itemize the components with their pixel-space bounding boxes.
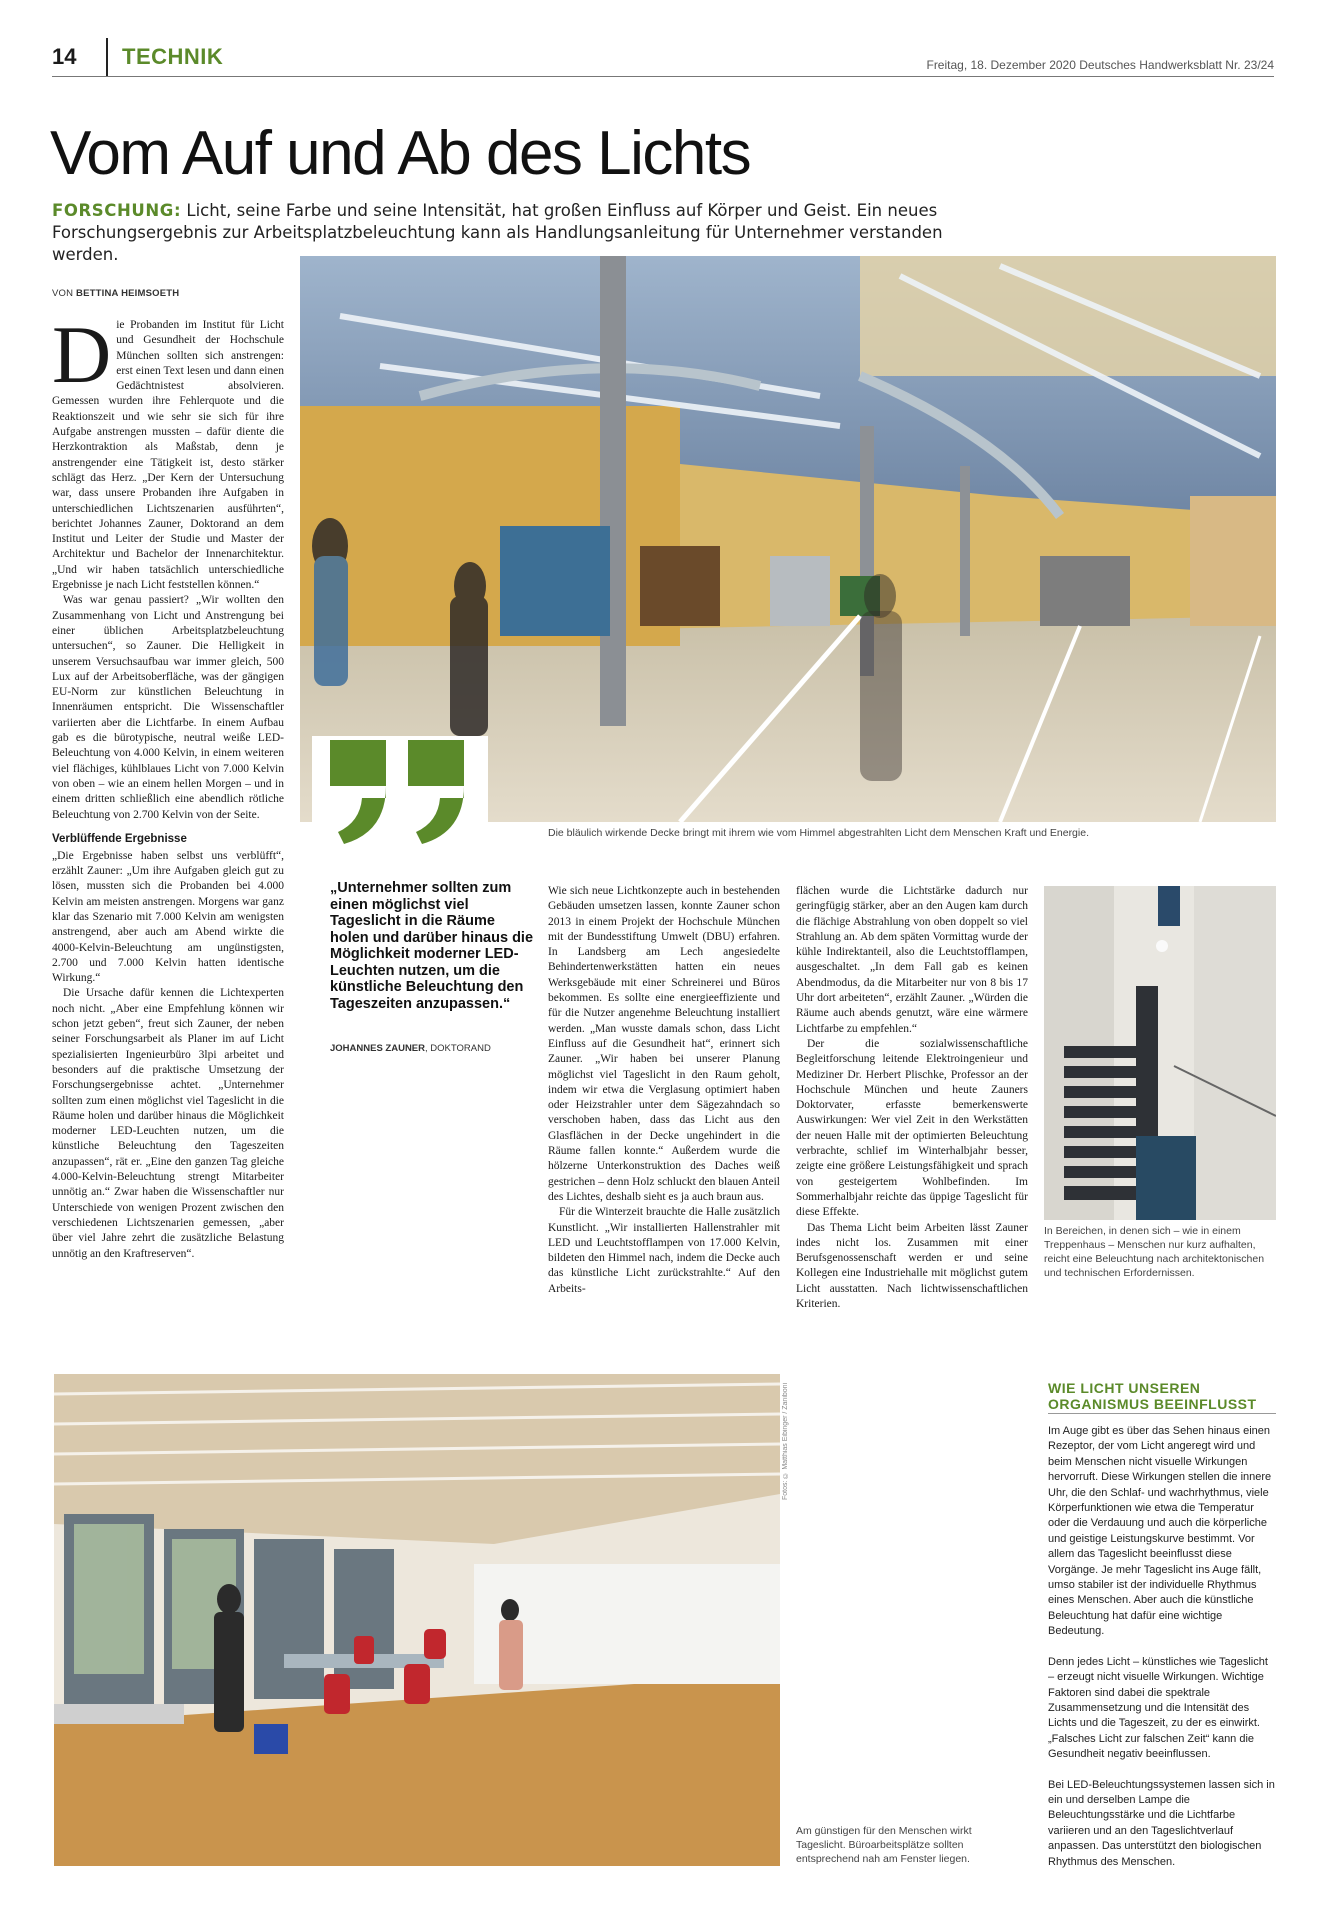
column-3: [548, 884, 780, 1297]
drop-cap: D: [52, 309, 112, 400]
infobox-paragraph: Denn jedes Licht – künstliches wie Tageslicht – erzeugt nicht visuelle Wirkungen. Wichtige Faktoren sind dabei die spektrale Zusammensetzung und die Intensität des Lichts und die Tageszeit, zu der es einwirkt. „Falsches Licht zur falschen Zeit“ kann die Gesundheit negativ beeinflussen.: [1048, 1655, 1268, 1761]
byline-prefix: VON: [52, 288, 77, 299]
quote-author: JOHANNES ZAUNER: [330, 1043, 426, 1054]
paragraph: flächen wurde die Lichtstärke dadurch nur geringfügig stärker, aber an den Augen kam durch die flächige Abstrahlung von oben doppelt so viel Strahlung an. Ab dem späten Vormittag wurde der kühle Indirektanteil, also die Leuchtstofflampen, ausgeschaltet. „In dem Fall gab es keinen Abendmodus, da die Mitarbeiter nur von 8 bis 17 Uhr dort arbeiteten“, erzählt Zauner. „Würden die Räume auch abends genutzt, wäre eine wärmere Lichtfarbe zu empfehlen.“: [796, 885, 1028, 1035]
infobox-rule: [1048, 1413, 1276, 1414]
byline-author: BETTINA HEIMSOETH: [76, 288, 180, 299]
paragraph: „Die Ergebnisse haben selbst uns verblüfft“, erzählt Zauner: „Um ihre Aufgaben gleich gut zu lösen, mussten sich die Probanden bei 4.000 Kelvin am meisten anstrengen. Morgens war ganz klar das Szenario mit 7.000 Kelvin am wenigsten anstrengend, aber auch am Abend wirkte die 4000-Kelvin-Beleuchtung am ungünstigsten, 2.700 und 7.000 Kelvin hatten identische Wirkung.“: [52, 849, 284, 985]
column-4: [796, 884, 1028, 1312]
header-divider: [106, 38, 108, 76]
paragraph: Wie sich neue Lichtkonzepte auch in bestehenden Gebäuden umsetzen lassen, konnte Zauner schon 2013 in einem Projekt der Hochschule München mit der Bundesstiftung Umwelt (DBU) erfahren. In Landsberg am Lech angesiedelte Behindertenwerkstätten hatten ein neues Werksgebäude mit einer Schreinerei und Büros bekommen. Es sollte eine energieeffiziente und für die Nutzer angenehme Beleuchtung installiert werden. „Man wusste damals schon, dass Licht Einfluss auf die Gesundheit hat“, erinnert sich Zauner. „Wir haben bei unserer Planung möglichst viel Tageslicht in den Raum geholt, indem wir etwa die Verglasung optimiert haben oder Heizstrahler unter dem Sägezahndach so verschoben haben, dass das Licht aus den Glasflächen in der Decke ungehindert in die Räume fallen konnte.“ Außerdem wurde die hölzerne Unterkonstruktion des Daches weiß gestrichen – denn Holz schluckt den blauen Anteil des Lichtes, deshalb sieht es ja auch braun aus.: [548, 885, 780, 1203]
stairs-photo: [1044, 886, 1276, 1220]
infobox-title: WIE LICHT UNSEREN ORGANISMUS BEEINFLUSST: [1048, 1380, 1257, 1412]
quote-mark-box: [312, 736, 488, 848]
header-rule: [52, 76, 1274, 77]
quote-mark-icon: [312, 736, 488, 848]
paragraph: Der die sozialwissenschaftliche Begleitforschung leitende Elektroingenieur und Mediziner Dr. Herbert Plischke, Professor an der Hochschule München und heute Zauners Doktorvater, erfasste bemerkenswerte Auswirkungen: Wer viel Zeit in den Werkstätten der neuen Halle mit der optimierten Beleuchtung verbrachte, schlief im Winterhalbjahr besser, zeigte eine größere Leistungsfähigkeit und sprach von gesteigertem Wohlbefinden. Im Sommerhalbjahr reichte das üppige Tageslicht für diese Effekte.: [796, 1037, 1028, 1219]
section-title: TECHNIK: [122, 44, 224, 69]
infobox-body: [1048, 1424, 1276, 1885]
paragraph-text: ie Probanden im Institut für Licht und Gesundheit der Hochschule München sollten sich anstrengen: erst einen Text lesen und dann einen Gedächtnistest absolvieren. Gemessen wurden ihre Fehlerquote und die Reaktionszeit und wie sehr sie sich für ihre Aufgabe anstrengen mussten – dafür diente die Herzkontraktion als Maßstab, denn je anstrengender eine Tätigkeit ist, desto stärker schlägt das Herz. „Der Kern der Untersuchung war, dass unsere Probanden ihre Aufgaben in unterschiedlichen Lichtszenarien ausführten“, berichtet Johannes Zauner, Doktorand an dem Institut und Leiter der Studie und Master der Architektur und Bachelor der Innenarchitektur. „Und wir haben tatsächlich unterschiedliche Ergebnisse je nach Licht feststellen können.“: [52, 319, 284, 592]
page-number: 14: [52, 44, 77, 69]
paragraph: Für die Winterzeit brauchte die Halle zusätzlich Kunstlicht. „Wir installierten Hallenstrahler mit LED und Leuchtstofflampen von 17.000 Kelvin, bildeten den Himmel nach, indem die Decke auch das künstliche Licht zurückstrahlte.“ Auf den Arbeits-: [548, 1206, 780, 1295]
dateline: Freitag, 18. Dezember 2020 Deutsches Handwerksblatt Nr. 23/24: [926, 58, 1274, 72]
infobox-paragraph: Im Auge gibt es über das Sehen hinaus einen Rezeptor, der vom Licht angeregt wird und beim Menschen nicht visuelle Wirkungen hervorruft. Diese Wirkungen stellen die innere Uhr, die den Schlaf- und wachrhythmus, viele Körperfunktionen wie etwa die Temperatur oder die Verdauung und auch die körperliche und geistige Leistungskurve bestimmt. Vor allem das Tageslicht beeinflusst diese Vorgänge. Je mehr Tageslicht ins Auge fällt, umso stabiler ist der individuelle Rhythmus eines Menschen. Aber auch die künstliche Beleuchtung hat dafür eine wichtige Bedeutung.: [1048, 1425, 1272, 1638]
byline: [52, 288, 179, 299]
infobox-paragraph: Bei LED-Beleuchtungssystemen lassen sich in ein und derselben Lampe die Beleuchtungsstärke und die Lichtfarbe variieren und an den Tageslichtverlauf anpassen. Das unterstützt den biologischen Rhythmus des Menschen.: [1048, 1778, 1275, 1868]
paragraph: Das Thema Licht beim Arbeiten lässt Zauner indes nicht los. Zusammen mit einer Berufsgenossenschaft werden er und seine Kollegen eine Industriehalle mit möglichst gutem Licht ausstatten. Nach lichtwissenschaftlichen Kriterien.: [796, 1221, 1028, 1311]
quote-role: , DOKTORAND: [425, 1043, 491, 1054]
stairs-caption: In Bereichen, in denen sich – wie in einem Treppenhaus – Menschen nur kurz aufhalten, reicht eine Beleuchtung nach architektonischen und technischen Erfordernissen.: [1044, 1225, 1265, 1279]
lead-text: Licht, seine Farbe und seine Intensität, hat großen Einfluss auf Körper und Geist. Ein neues Forschungsergebnis zur Arbeitsplatzbeleuchtung kann als Handlungsanleitung für Unternehmer verstanden werden.: [52, 201, 943, 264]
hall-caption: Die bläulich wirkende Decke bringt mit ihrem wie vom Himmel abgestrahlten Licht dem Menschen Kraft und Energie.: [548, 827, 1089, 839]
paragraph: Die Ursache dafür kennen die Lichtexperten noch nicht. „Aber eine Empfehlung können wir schon jetzt geben“, freut sich Zauner, der neben seiner Forschungsarbeit als Planer im auf Licht spezialisierten Ingenieurbüro 3lpi arbeitet und besonders auf die praktische Umsetzung der Forschungsergebnisse achtet. „Unternehmer sollten zum einen möglichst viel Tageslicht in die Räume holen und darüber hinaus die Möglichkeit moderner LED-Leuchten nutzen, um die künstliche Beleuchtung den Tageszeiten anzupassen“, rät er. „Eine den ganzen Tag gleiche 4.000-Kelvin-Beleuchtung strengt Mitarbeiter unnötig an.“ Zwar haben die Wissenschaftler nur Unterschiede von wenigen Prozent zwischen den verschiedenen Lichtszenarien gemessen, „aber über viel Jahre zehrt die zusätzliche Belastung unnötig an den Kraftreserven“.: [52, 987, 284, 1260]
paragraph: [52, 309, 284, 593]
paragraph: Was war genau passiert? „Wir wollten den Zusammenhang von Licht und Anstrengung bei einer üblichen Arbeitsplatzbeleuchtung untersuchen“, so Zauner. Die Helligkeit in unserem Versuchsaufbau war immer gleich, 500 Lux auf der Arbeitsoberfläche, was der gängigen EU-Norm zur künstlichen Beleuchtung in Innenräumen entspricht. Die Wissenschaftler variierten aber die Lichtfarbe. In einem Aufbau gab es die bürotypische, neutral weiße LED-Beleuchtung von 4.000 Kelvin, in einem weiteren viel flächiges, kühlblaues Licht von 7.000 Kelvin von oben – wie an einem hellen Morgen – und in einem dritten schließlich eine abendlich rötliche Beleuchtung von 2.700 Kelvin von der Seite.: [52, 594, 284, 821]
pull-quote: „Unternehmer sollten zum einen möglichst viel Tageslicht in die Räume holen und darüber hinaus die Möglichkeit moderner LED-Leuchten nutzen, um die künstliche Beleuchtung den Tageszeiten anzupassen.“: [330, 880, 534, 1012]
lead-label: FORSCHUNG:: [52, 201, 182, 220]
office-photo: [54, 1374, 780, 1866]
headline: Vom Auf und Ab des Lichts: [50, 119, 751, 188]
office-caption: Am günstigen für den Menschen wirkt Tageslicht. Büroarbeitsplätze sollten entsprechend nah am Fenster liegen.: [796, 1825, 972, 1865]
column-1: [52, 309, 284, 1262]
quote-attribution: [330, 1043, 491, 1054]
photo-credit: Fotos: © Matthias Eibinger / Zaniboni: [782, 1382, 789, 1500]
subheading: Verblüffende Ergebnisse: [52, 832, 187, 845]
